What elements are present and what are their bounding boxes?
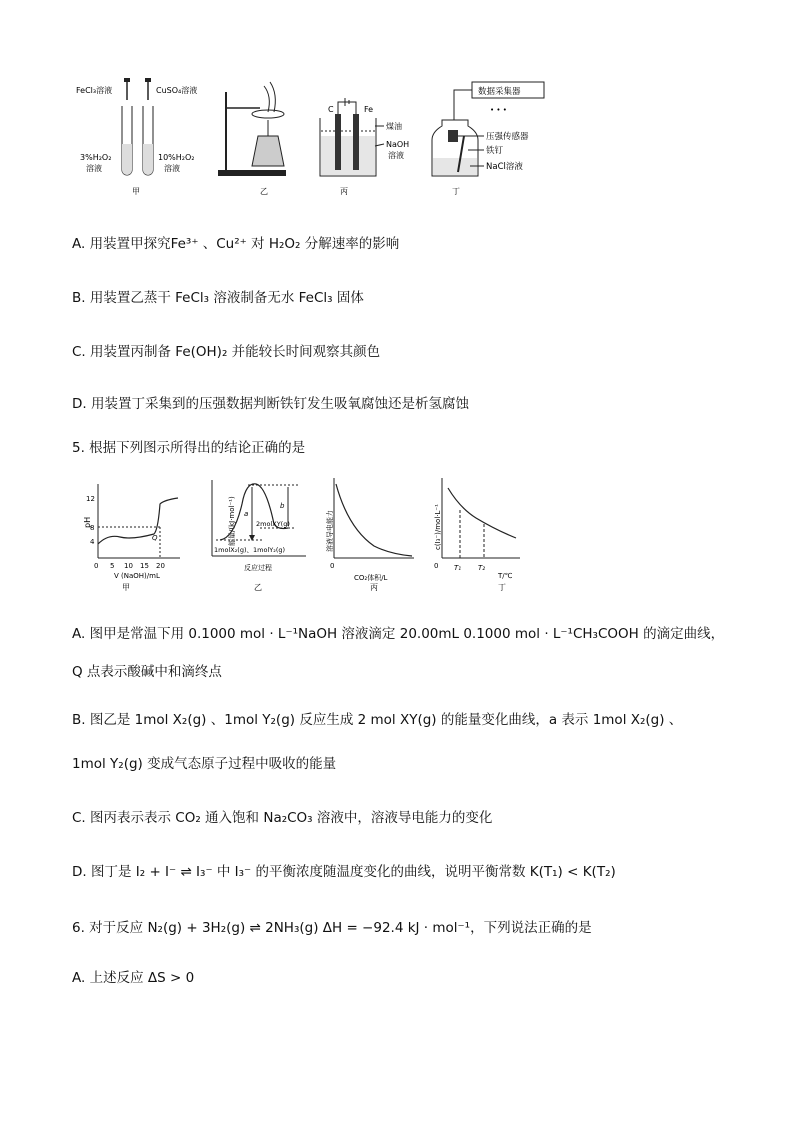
q5-charts-figure — [84, 474, 524, 596]
yi-caption: 乙 — [260, 187, 268, 196]
jia-tube-note: 溶液 — [86, 164, 102, 173]
ding-origin: 0 — [434, 562, 439, 570]
jia-xtick-10: 10 — [124, 562, 133, 570]
ding-solution: NaCl溶液 — [486, 162, 523, 172]
q4-option-c: C. 用装置丙制备 Fe(OH)₂ 并能较长时间观察其颜色 — [72, 344, 381, 360]
ding-sensor: 压强传感器 — [486, 132, 529, 142]
jia-xlabel: V (NaOH)/mL — [114, 572, 160, 580]
ding-caption: 丁 — [498, 583, 506, 592]
chart-jia — [83, 484, 180, 592]
chart-ding — [434, 478, 520, 592]
jia-xtick-5: 5 — [110, 562, 115, 570]
q5-option-a-line1: A. 图甲是常温下用 0.1000 mol · L⁻¹NaOH 溶液滴定 20.00mL 0.1000 mol · L⁻¹CH₃COOH 的滴定曲线， — [72, 626, 725, 642]
q6-option-a: A. 上述反应 ΔS > 0 — [72, 970, 195, 986]
bing-electrode-c: C — [328, 105, 334, 114]
jia-tube-note-2: 溶液 — [164, 164, 180, 173]
q4-option-a: A. 用装置甲探究Fe³⁺ 、Cu²⁺ 对 H₂O₂ 分解速率的影响 — [72, 236, 400, 252]
q6-stem: 6. 对于反应 N₂(g) + 3H₂(g) ⇌ 2NH₃(g) ΔH = −92.4 kJ · mol⁻¹，下列说法正确的是 — [72, 920, 592, 936]
jia-ytick-12: 12 — [86, 495, 95, 503]
bing-ylabel: 溶液导电能力 — [326, 510, 334, 552]
ding-t1: T₁ — [454, 564, 462, 572]
ding-caption: 丁 — [452, 187, 460, 196]
apparatus-ding — [432, 82, 544, 196]
ding-nail: 铁钉 — [486, 146, 504, 156]
ding-t2: T₂ — [478, 564, 486, 572]
bing-kerosene: 煤油 — [386, 122, 402, 131]
ding-ylabel: c(I₃⁻)/mol·L⁻¹ — [434, 504, 442, 550]
apparatus-bing — [320, 98, 409, 196]
yi-caption: 乙 — [254, 583, 262, 592]
q5-option-b-line1: B. 图乙是 1mol X₂(g) 、1mol Y₂(g) 反应生成 2 mol XY(g) 的能量变化曲线，a 表示 1mol X₂(g) 、 — [72, 712, 683, 728]
jia-left-reagent: FeCl₃溶液 — [76, 86, 113, 95]
q5-option-a-line2: Q 点表示酸碱中和滴终点 — [72, 664, 222, 680]
jia-point-q: Q — [152, 534, 158, 542]
jia-ytick-4: 4 — [90, 538, 95, 546]
ding-collector: 数据采集器 — [478, 87, 521, 97]
bing-xlabel: CO₂体积/L — [354, 574, 388, 582]
chart-yi — [212, 480, 306, 592]
ding-xlabel: T/℃ — [498, 572, 513, 580]
q5-stem: 5. 根据下列图示所得出的结论正确的是 — [72, 440, 306, 456]
apparatus-yi — [218, 82, 286, 196]
bing-caption: 丙 — [370, 583, 378, 592]
bing-naoh-note: 溶液 — [388, 151, 404, 160]
q5-option-c: C. 图丙表示表示 CO₂ 通入饱和 Na₂CO₃ 溶液中，溶液导电能力的变化 — [72, 810, 493, 826]
jia-ytick-8: 8 — [90, 524, 95, 532]
ding-dots: • • • — [490, 106, 507, 114]
yi-ylabel: 能量/(kJ·mol⁻¹) — [228, 496, 236, 546]
yi-xlabel: 反应过程 — [244, 564, 272, 572]
q5-option-d: D. 图丁是 I₂ + I⁻ ⇌ I₃⁻ 中 I₃⁻ 的平衡浓度随温度变化的曲线，说明平衡常数 K(T₁) < K(T₂) — [72, 864, 616, 880]
jia-right-reagent: CuSO₄溶液 — [156, 86, 198, 95]
bing-origin: 0 — [330, 562, 335, 570]
jia-xtick-0: 0 — [94, 562, 99, 570]
jia-caption: 甲 — [122, 583, 130, 592]
jia-xtick-20: 20 — [156, 562, 165, 570]
bing-caption: 丙 — [340, 187, 348, 196]
bing-naoh: NaOH — [386, 140, 410, 149]
bing-electrode-fe: Fe — [364, 105, 374, 114]
jia-ylabel: pH — [83, 516, 92, 528]
yi-a: a — [244, 510, 249, 518]
q4-option-d: D. 用装置丁采集到的压强数据判断铁钉发生吸氧腐蚀还是析氢腐蚀 — [72, 396, 469, 412]
jia-xtick-15: 15 — [140, 562, 149, 570]
jia-caption: 甲 — [132, 187, 140, 196]
q4-option-b: B. 用装置乙蒸干 FeCl₃ 溶液制备无水 FeCl₃ 固体 — [72, 290, 364, 306]
yi-b: b — [280, 502, 285, 510]
yi-product: 2molXY(g) — [256, 520, 290, 528]
jia-right-tube: 10%H₂O₂ — [158, 153, 195, 162]
chart-bing — [325, 478, 414, 592]
jia-left-tube: 3%H₂O₂ — [80, 153, 112, 162]
yi-reactants: 1molX₂(g)、1molY₂(g) — [214, 546, 286, 554]
apparatus-jia — [76, 78, 197, 196]
q5-option-b-line2: 1mol Y₂(g) 变成气态原子过程中吸收的能量 — [72, 756, 337, 772]
apparatus-figure — [72, 76, 552, 198]
